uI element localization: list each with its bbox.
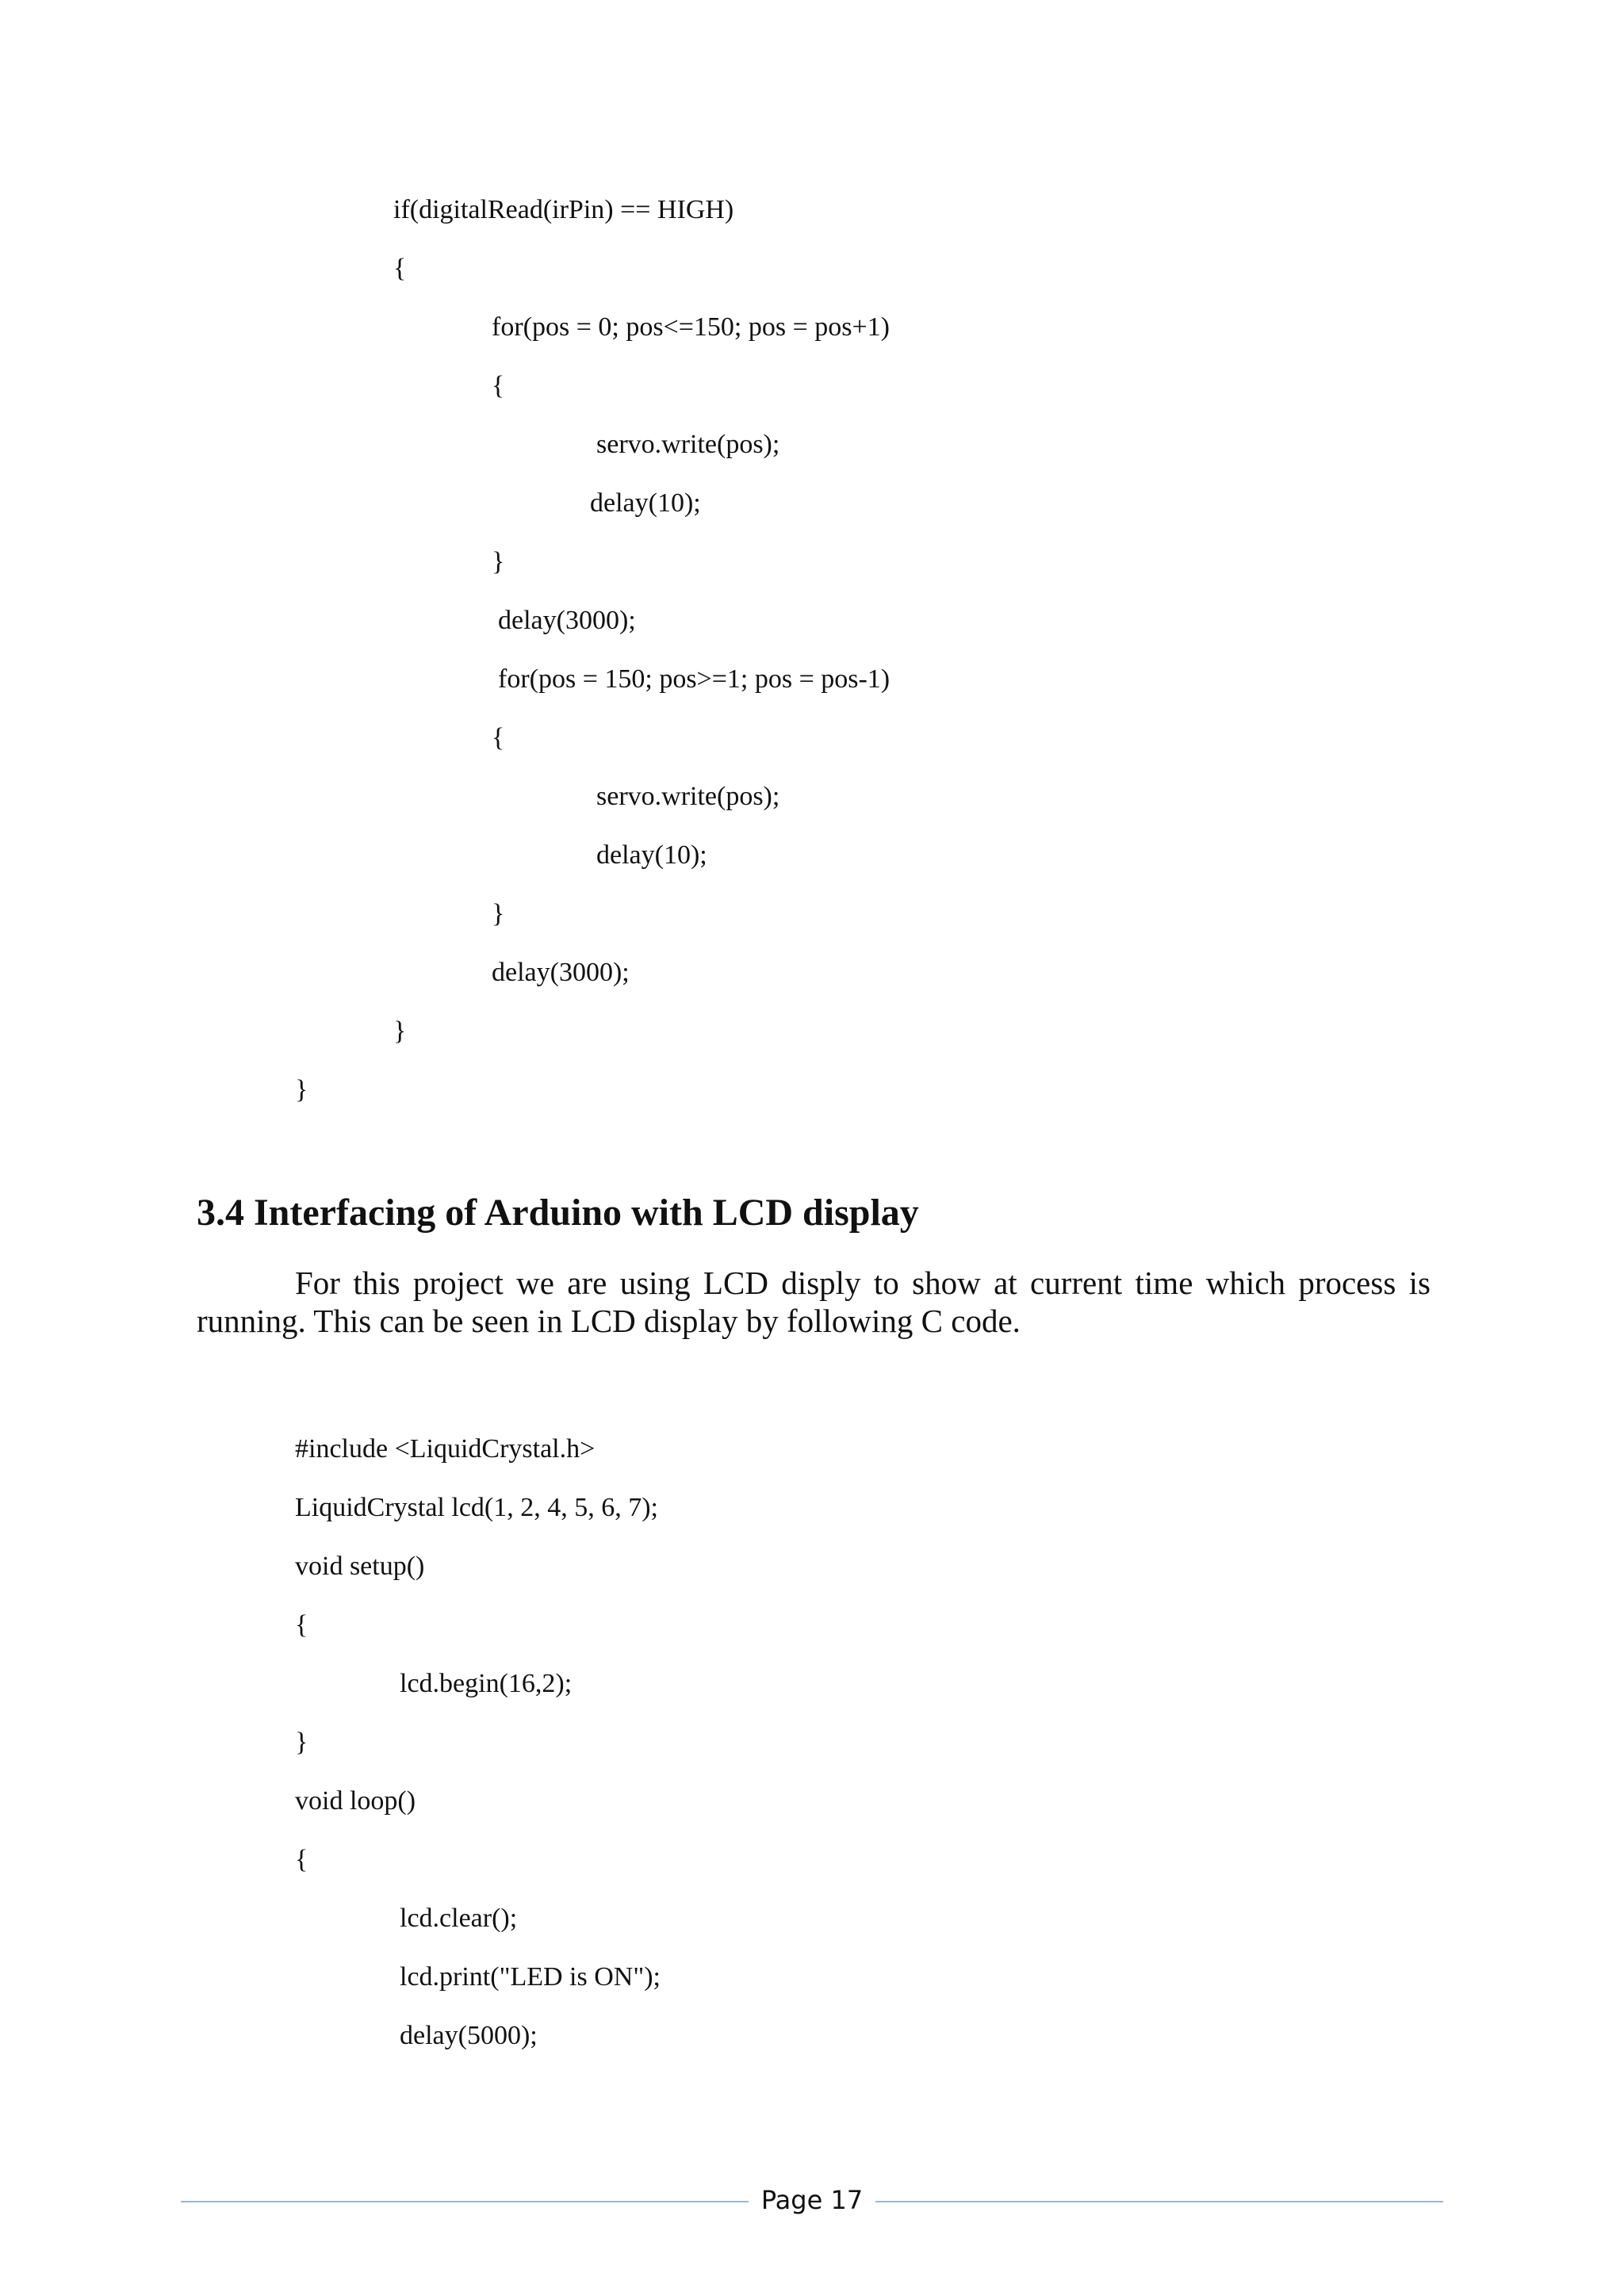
code-line: delay(10); — [596, 840, 707, 870]
code-line: delay(10); — [590, 488, 701, 518]
code-line: } — [492, 547, 505, 576]
code-line: delay(3000); — [492, 958, 630, 987]
code-line: servo.write(pos); — [596, 430, 780, 459]
paragraph-line: running. This can be seen in LCD display by following C code. — [197, 1303, 1021, 1339]
code-line: } — [295, 1728, 308, 1757]
code-line: lcd.clear(); — [400, 1904, 518, 1933]
code-line: delay(5000); — [400, 2021, 538, 2050]
code-line: #include <LiquidCrystal.h> — [295, 1434, 596, 1464]
section-heading: 3.4 Interfacing of Arduino with LCD display — [197, 1192, 919, 1234]
code-line: servo.write(pos); — [596, 782, 780, 811]
code-line: lcd.begin(16,2); — [400, 1669, 573, 1698]
code-line: void setup() — [295, 1552, 425, 1581]
code-line: LiquidCrystal lcd(1, 2, 4, 5, 6, 7); — [295, 1493, 659, 1522]
code-line: delay(3000); — [498, 606, 636, 635]
paragraph-line: For this project we are using LCD disply to show at current time which process is — [295, 1265, 1431, 1301]
code-line: { — [492, 371, 505, 400]
section-paragraph — [197, 1264, 1431, 1340]
code-line: lcd.print("LED is ON"); — [400, 1962, 661, 1992]
page-number: Page 17 — [760, 2185, 864, 2215]
code-line: } — [295, 1075, 308, 1104]
code-line: for(pos = 0; pos<=150; pos = pos+1) — [492, 312, 890, 342]
code-line: { — [492, 723, 505, 752]
code-line: void loop() — [295, 1786, 416, 1816]
code-line: { — [295, 1845, 308, 1874]
code-line: } — [393, 1016, 407, 1046]
code-line: { — [295, 1610, 308, 1640]
code-line: } — [492, 899, 505, 928]
code-line: for(pos = 150; pos>=1; pos = pos-1) — [498, 664, 891, 694]
code-line: if(digitalRead(irPin) == HIGH) — [393, 195, 734, 224]
code-line: { — [393, 254, 407, 283]
